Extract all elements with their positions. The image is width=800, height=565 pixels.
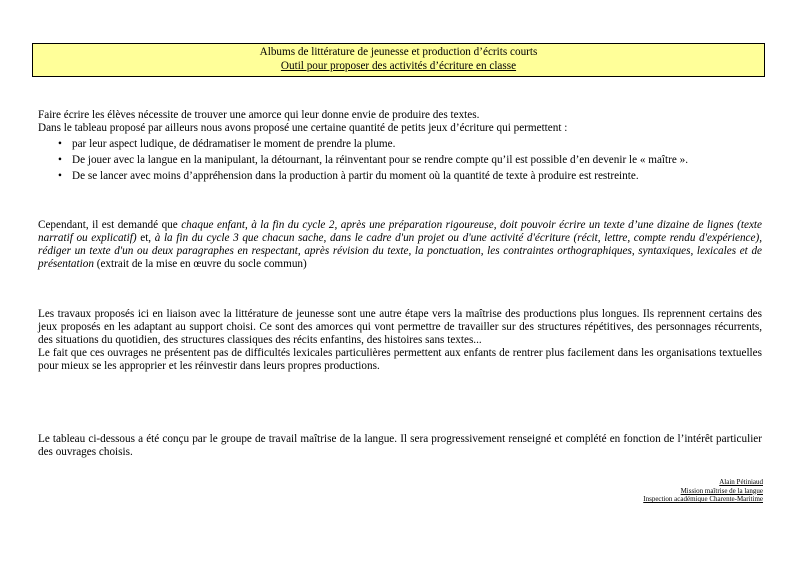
- intro-section: [38, 109, 762, 183]
- list-item: [38, 138, 762, 151]
- bullet-text: De se lancer avec moins d’appréhension dans la production à partir du moment où la quantité de texte à produire est restreinte.: [72, 170, 639, 182]
- socle-source: (extrait de la mise en œuvre du socle commun): [93, 258, 307, 270]
- socle-text-1: Cependant, il est demandé que: [38, 219, 182, 231]
- signature-name: Alain Pétiniaud: [719, 478, 763, 486]
- intro-line-2: Dans le tableau proposé par ailleurs nous avons proposé une certaine quantité de petits jeux d’écriture qui permettent :: [38, 122, 568, 134]
- list-item: [38, 170, 762, 183]
- tableau-text: Le tableau ci-dessous a été conçu par le groupe de travail maîtrise de la langue. Il sera progressivement renseigné et complété en fonction de l’intérêt particulier des ouvrages choisis.: [38, 433, 762, 458]
- document-title: Albums de littérature de jeunesse et production d’écrits courts: [259, 46, 538, 58]
- bullet-icon: •: [58, 154, 62, 166]
- travaux-paragraph-1: Les travaux proposés ici en liaison avec la littérature de jeunesse sont une autre étape vers la maîtrise des productions plus longues. Ils reprennent certains des jeux proposés en les adaptant au support choisi. Ce sont des amorces qui vont permettre de travailler sur des structures répétitives, des personnages récurrents, des situations du quotidien, des structures classiques des récits enfantins, des histoires sans textes...: [38, 308, 762, 346]
- signature-mission: Mission maîtrise de la langue: [680, 486, 763, 495]
- document-header: [32, 43, 765, 77]
- bullet-icon: •: [58, 170, 62, 182]
- bullet-icon: •: [58, 138, 62, 150]
- travaux-paragraph-2: Le fait que ces ouvrages ne présentent pas de difficultés lexicales particulières permettent aux enfants de rentrer plus facilement dans les organisations textuelles pour mieux se les approprier et les réinvestir dans leurs propres productions.: [38, 347, 762, 372]
- bullet-text: De jouer avec la langue en la manipulant, la détournant, la réinventant pour se rendre compte qu’il est possible d’en devenir le « maître ».: [72, 154, 689, 166]
- socle-quote-cycle3: à la fin du cycle 3 que chacun sache, dans le cadre d'un projet ou d'une activité d'écriture (récit, lettre, compte rendu d'expérience), rédiger un texte d'un ou deux paragraphes en respectant, après révision du texte, la ponctuation, les contraintes orthographiques, syntaxiques, lexicales et de présentation: [38, 232, 762, 270]
- bullet-text: par leur aspect ludique, de dédramatiser le moment de prendre la plume.: [72, 138, 396, 150]
- signature-inspection: Inspection académique Charente-Maritime: [643, 495, 763, 504]
- socle-text-3: et,: [136, 232, 155, 244]
- intro-line-1: Faire écrire les élèves nécessite de trouver une amorce qui leur donne envie de produire des textes.: [38, 109, 480, 121]
- travaux-section: [38, 308, 762, 373]
- document-subtitle: Outil pour proposer des activités d’écriture en classe: [280, 59, 517, 72]
- signature-block: [643, 478, 763, 504]
- socle-quote-cycle2: chaque enfant, à la fin du cycle 2, après une préparation rigoureuse, doit pouvoir écrire un texte d’une dizaine de lignes (texte narratif ou explicatif): [38, 219, 762, 244]
- list-item: [38, 154, 762, 167]
- socle-paragraph: [38, 219, 762, 271]
- bullet-list: [38, 138, 762, 183]
- tableau-paragraph: [38, 433, 762, 459]
